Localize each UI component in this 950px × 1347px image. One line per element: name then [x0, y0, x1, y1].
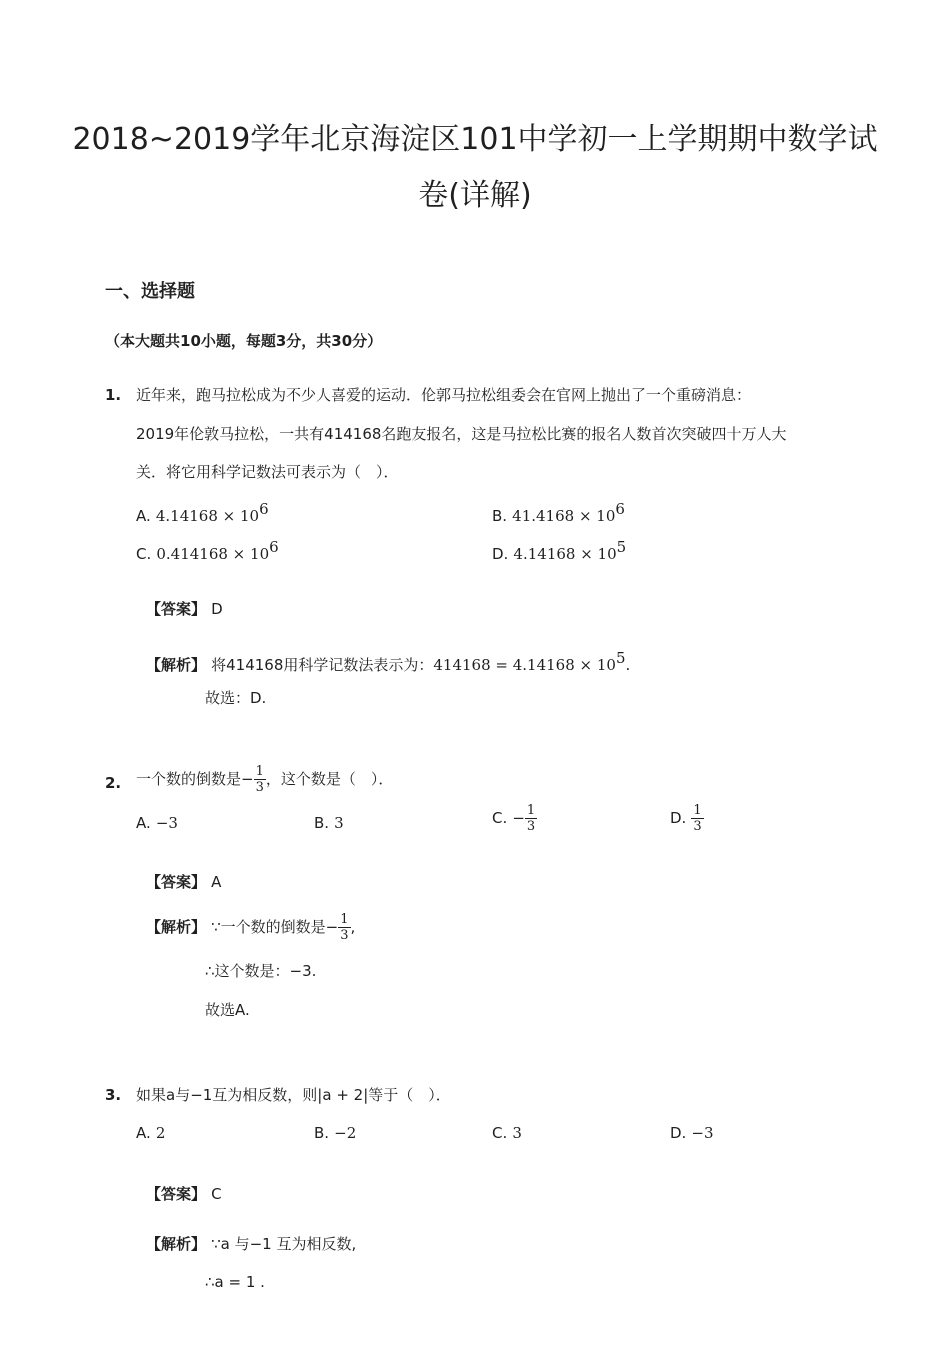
- option-label: A.: [136, 814, 151, 832]
- option-value: 4.14168 × 10: [513, 545, 617, 563]
- option-label: C.: [136, 545, 152, 563]
- answer-row: [146, 598, 223, 619]
- analysis-fraction: [338, 912, 350, 943]
- answer-value: A: [211, 873, 222, 891]
- option-c: [492, 1123, 522, 1142]
- option-label: D.: [670, 809, 687, 827]
- option-d: [670, 1123, 714, 1142]
- fraction-denominator: 3: [526, 819, 536, 834]
- analysis-line: ∴这个数是：−3.: [205, 962, 317, 980]
- fraction-numerator: 1: [693, 803, 702, 818]
- fraction-numerator: 1: [340, 912, 349, 927]
- option-d: [670, 803, 704, 834]
- option-a: [136, 500, 269, 525]
- analysis-label: 【解析】: [146, 918, 207, 936]
- option-exponent: 6: [615, 500, 625, 518]
- question-stem: [136, 764, 393, 795]
- option-a: [136, 813, 178, 832]
- option-a: [136, 1123, 165, 1142]
- option-value: 2: [155, 1124, 166, 1142]
- analysis-conclusion: 故选：D.: [205, 689, 267, 707]
- answer-value: D: [211, 600, 223, 618]
- answer-value: C: [211, 1185, 222, 1203]
- fraction-denominator: 3: [340, 928, 349, 943]
- fraction-numerator: 1: [526, 803, 536, 818]
- option-d: [492, 538, 626, 563]
- option-label: D.: [670, 1124, 687, 1142]
- option-fraction: [691, 803, 703, 834]
- question-stem-line: 近年来，跑马拉松成为不少人喜爱的运动．伦郭马拉松组委会在官网上抛出了一个重磅消息：: [136, 386, 752, 404]
- option-value: −3: [691, 1124, 714, 1142]
- analysis-label: 【解析】: [146, 656, 207, 674]
- answer-row: [146, 1183, 222, 1204]
- option-label: C.: [492, 809, 508, 827]
- option-label: B.: [314, 1124, 330, 1142]
- fraction-denominator: 3: [255, 780, 264, 795]
- answer-row: [146, 871, 221, 892]
- fraction-denominator: 3: [693, 819, 702, 834]
- question-number: 2.: [105, 774, 122, 792]
- option-label: C.: [492, 1124, 508, 1142]
- analysis-text: 将414168用科学记数法表示为：: [211, 656, 434, 674]
- option-b: [314, 1123, 356, 1142]
- option-fraction: [525, 803, 537, 834]
- question-stem: 如果a与−1互为相反数，则|a + 2|等于（ ）．: [136, 1086, 451, 1104]
- stem-suffix: ，这个数是（ ）．: [265, 770, 394, 788]
- fraction-numerator: 1: [255, 764, 264, 779]
- analysis-prefix: ∵一个数的倒数是−: [211, 918, 339, 936]
- option-value: 3: [512, 1124, 522, 1142]
- question-stem-line: 关．将它用科学记数法可表示为（ ）．: [136, 463, 399, 481]
- option-value: −2: [334, 1124, 357, 1142]
- analysis-line: ∴a = 1 .: [205, 1273, 265, 1291]
- option-value: 41.4168 × 10: [512, 507, 616, 525]
- option-label: A.: [136, 1124, 151, 1142]
- section-note: （本大题共10小题，每题3分，共30分）: [105, 332, 383, 350]
- analysis-row: [146, 912, 355, 943]
- question-number: 1.: [105, 386, 122, 404]
- option-c: [136, 538, 279, 563]
- option-value: −3: [155, 814, 178, 832]
- option-exponent: 5: [616, 538, 627, 556]
- analysis-label: 【解析】: [146, 1235, 207, 1253]
- option-label: A.: [136, 507, 151, 525]
- option-label: D.: [492, 545, 509, 563]
- stem-fraction: [254, 764, 266, 795]
- option-value: 3: [334, 814, 344, 832]
- question-number: 3.: [105, 1086, 122, 1104]
- stem-prefix: 一个数的倒数是−: [136, 770, 254, 788]
- option-b: [314, 813, 344, 832]
- option-c: [492, 803, 537, 834]
- option-value: 0.414168 × 10: [156, 545, 270, 563]
- analysis-exponent: 5: [615, 649, 626, 667]
- section-heading: 一、选择题: [105, 281, 195, 302]
- analysis-suffix: ,: [350, 918, 356, 936]
- option-value: 4.14168 × 10: [155, 507, 260, 525]
- analysis-conclusion: 故选A.: [205, 1001, 250, 1019]
- analysis-text: ∵a 与−1 互为相反数,: [211, 1235, 357, 1253]
- analysis-end: .: [625, 656, 631, 674]
- option-label: B.: [314, 814, 330, 832]
- question-stem-line: 2019年伦敦马拉松，一共有414168名跑友报名，这是马拉松比赛的报名人数首次突破四十万人大: [136, 425, 787, 443]
- option-value: −: [512, 809, 525, 827]
- analysis-row: [146, 1233, 356, 1255]
- document-title: 2018~2019学年北京海淀区101中学初一上学期期中数学试卷(详解): [72, 122, 878, 213]
- analysis-row: [146, 649, 630, 676]
- option-label: B.: [492, 507, 508, 525]
- answer-label: 【答案】: [146, 600, 207, 618]
- answer-label: 【答案】: [146, 1185, 207, 1203]
- answer-label: 【答案】: [146, 873, 207, 891]
- option-exponent: 6: [269, 538, 279, 556]
- analysis-math: 414168 = 4.14168 × 10: [433, 656, 616, 674]
- option-exponent: 6: [259, 500, 269, 518]
- option-b: [492, 500, 625, 525]
